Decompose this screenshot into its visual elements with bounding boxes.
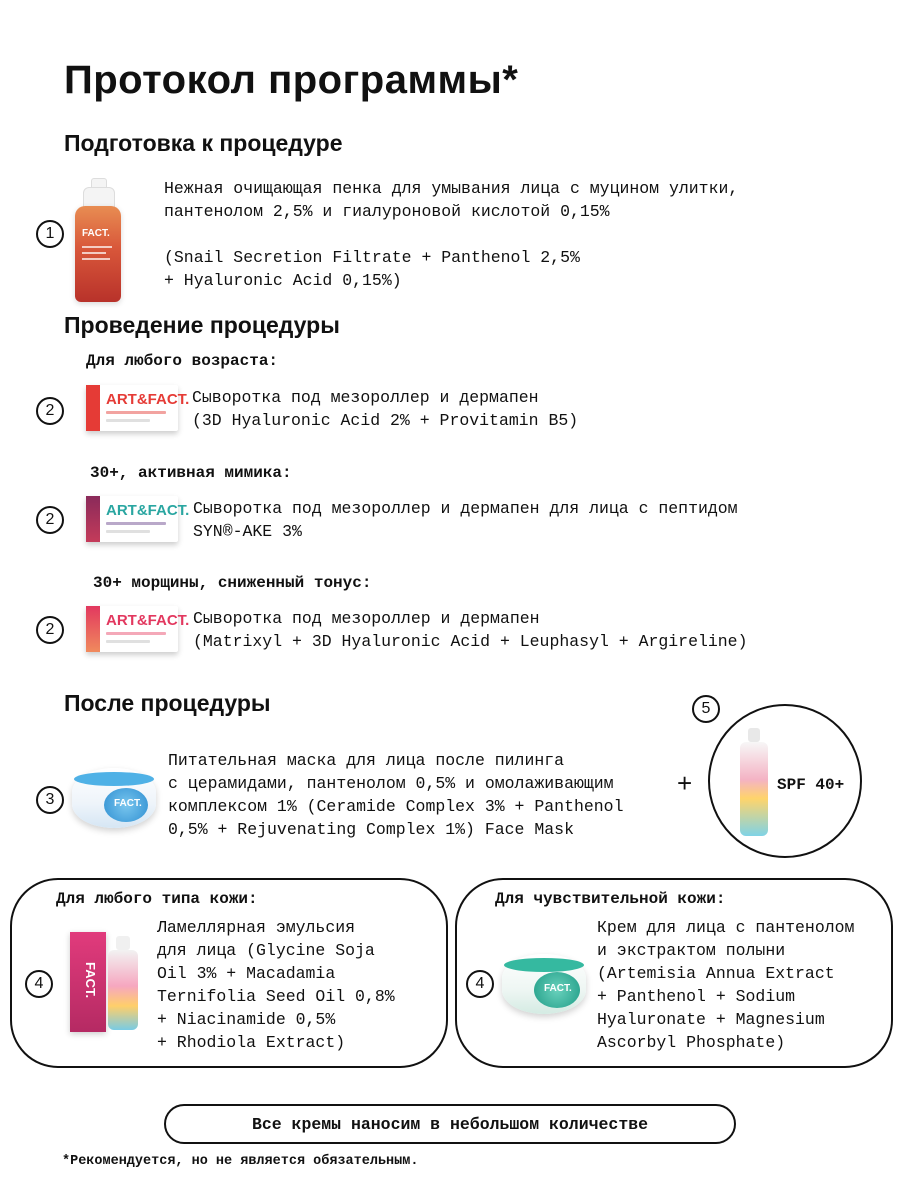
product-brand: ART&FACT. [106,612,190,629]
jar-label [534,972,580,1008]
audience-label: 30+, активная мимика: [90,464,292,482]
serum-box-image [86,385,190,431]
product-brand: FACT. [114,798,142,809]
skin-type-label: Для любого типа кожи: [56,890,258,908]
label-line [106,632,166,635]
step-number-badge: 5 [692,695,720,723]
usage-note [164,1104,736,1144]
mask-description: Питательная маска для лица после пилинга с церамидами, пантенолом 0,5% и омолаживающим комплексом 1% (Ceramide Complex 3% + Panthenol 0,5% + Rejuvenating Complex 1%) Face Mask [168,751,624,839]
skin-type-label: Для чувствительной кожи: [495,890,726,908]
label-line [82,252,106,254]
product-brand: FACT. [544,983,572,994]
audience-label: 30+ морщины, сниженный тонус: [93,574,372,592]
step-number-badge: 1 [36,220,64,248]
pump-icon [748,728,760,742]
jar-label [104,788,148,822]
serum-box-image [86,496,190,542]
label-line [82,258,110,260]
pump-icon [116,936,130,950]
footnote: *Рекомендуется, но не является обязательным. [62,1154,419,1169]
procedure-heading: Проведение процедуры [64,312,340,338]
jar-lid-rim [504,958,584,972]
spf-label: SPF 40+ [777,776,845,794]
face-mask-jar-image [70,762,160,834]
product-brand: FACT. [83,962,98,999]
cream-description: Крем для лица с пантенолом и экстрактом полыни (Artemisia Annua Extract + Panthenol + Sodium Hyaluronate + Magnesium Ascorbyl Phosphate) [597,918,855,1052]
label-line [82,246,112,248]
bottle-body [740,742,768,836]
usage-note-text: Все кремы наносим в небольшом количестве [251,1114,649,1134]
label-line [106,640,150,643]
cream-jar-image [500,948,590,1020]
prep-heading: Подготовка к процедуре [64,130,343,156]
emulsion-box [70,932,106,1032]
box-stripe [86,385,100,431]
label-line [106,419,150,422]
product-brand: ART&FACT. [106,502,190,519]
page-title: Протокол программы* [64,58,519,102]
serum-description: Сыворотка под мезороллер и дермапен (3D Hyaluronic Acid 2% + Provitamin B5) [192,388,579,430]
label-line [106,411,166,414]
serum-description: Сыворотка под мезороллер и дермапен для лица с пептидом SYN®-AKE 3% [193,499,738,541]
step-number-badge: 2 [36,397,64,425]
step-number-badge: 4 [466,970,494,998]
step-number-badge: 4 [25,970,53,998]
plus-sign: + [677,768,693,798]
step-number-badge: 2 [36,616,64,644]
after-heading: После процедуры [64,690,271,716]
jar-lid-rim [74,772,154,786]
foam-cleanser-bottle-image [62,176,134,296]
emulsion-description: Ламеллярная эмульсия для лица (Glycine Soja Oil 3% + Macadamia Ternifolia Seed Oil 0,8% + Niacinamide 0,5% + Rhodiola Extract) [157,918,395,1052]
emulsion-bottle-image [66,928,146,1036]
label-line [106,522,166,525]
label-line [106,530,150,533]
box-stripe [86,606,100,652]
product-brand: FACT. [82,228,110,239]
step-number-badge: 3 [36,786,64,814]
audience-label: Для любого возраста: [86,352,279,370]
box-stripe [86,496,100,542]
prep-description: Нежная очищающая пенка для умывания лица с муцином улитки, пантенолом 2,5% и гиалуроновой кислотой 0,15% (Snail Secretion Filtrate + Panthenol 2,5% + Hyaluronic Acid 0,15%) [164,179,739,290]
spf-bottle-image [738,728,770,838]
bottle-body [75,206,121,302]
serum-box-image [86,606,190,652]
step-number-badge: 2 [36,506,64,534]
bottle-body [108,950,138,1030]
product-brand: ART&FACT. [106,391,190,408]
serum-description: Сыворотка под мезороллер и дермапен (Matrixyl + 3D Hyaluronic Acid + Leuphasyl + Argireline) [193,609,748,651]
